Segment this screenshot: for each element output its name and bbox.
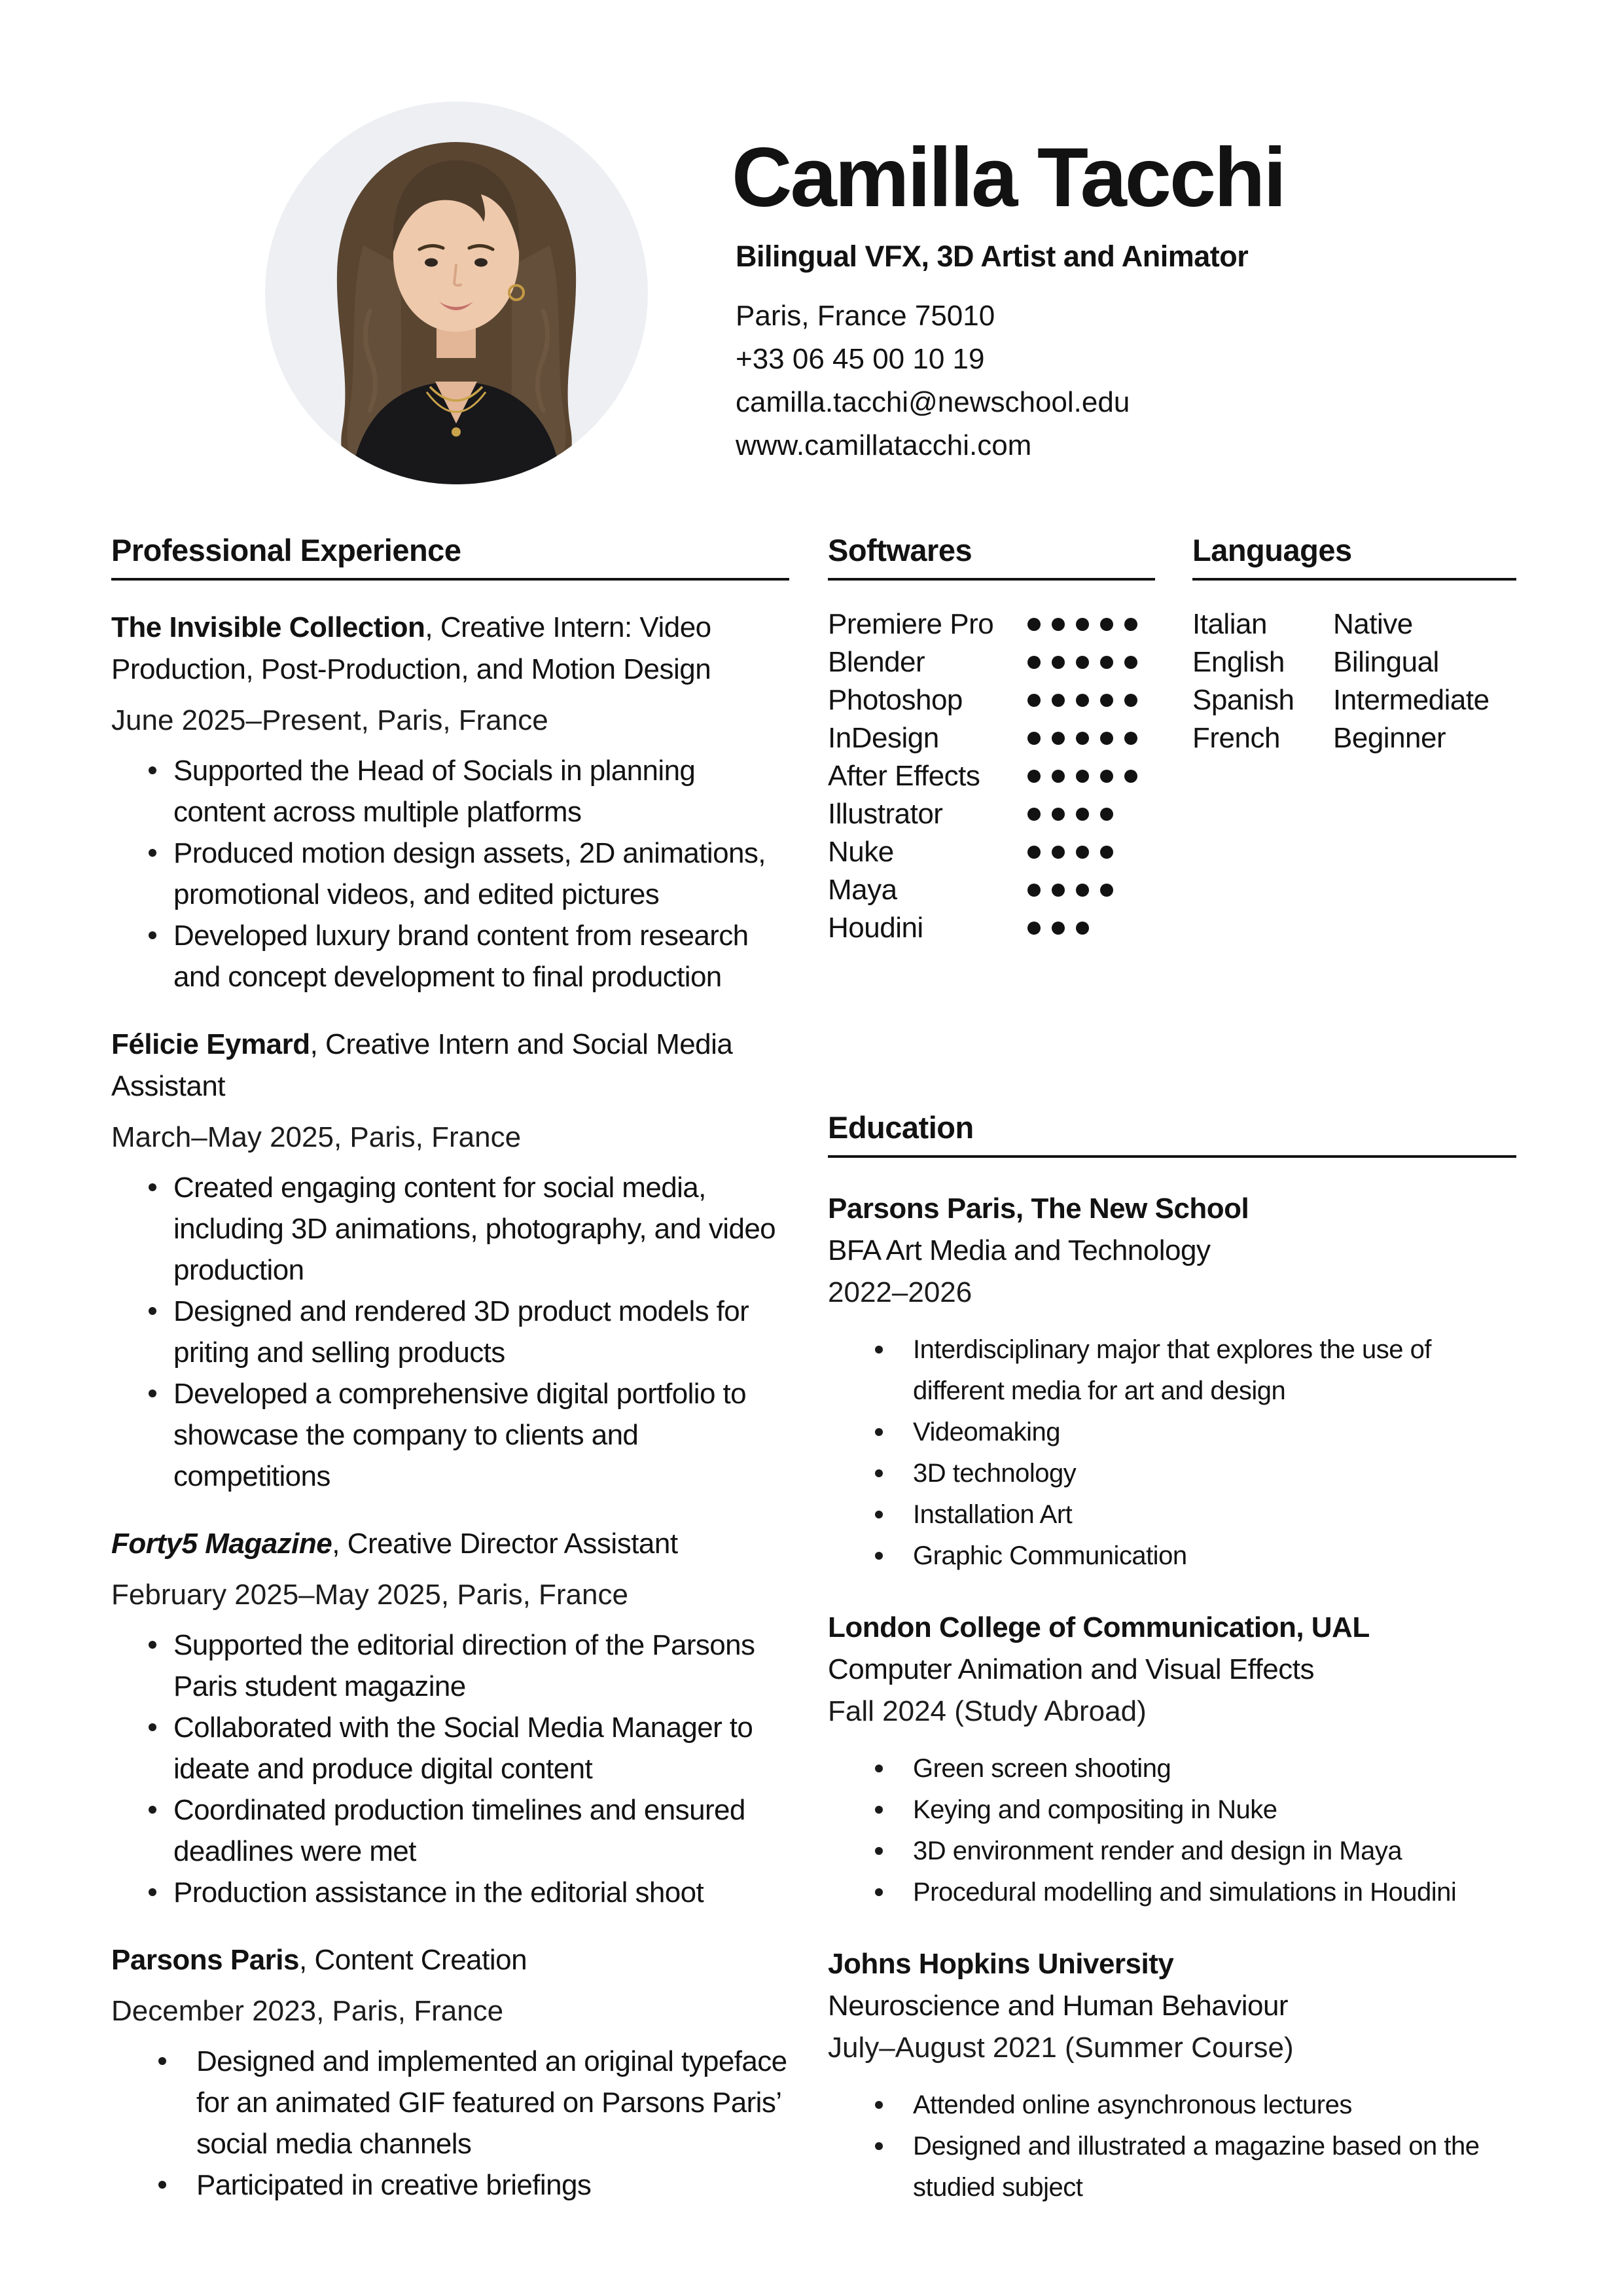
job-company: Parsons Paris — [111, 1944, 299, 1976]
software-name: After Effects — [828, 760, 980, 792]
school-date: Fall 2024 (Study Abroad) — [828, 1695, 1147, 1727]
language-row — [1192, 719, 1516, 757]
job-bullet: Supported the Head of Socials in planning content across multiple platforms — [111, 750, 789, 833]
software-name: Illustrator — [828, 798, 943, 830]
skill-dot — [1076, 884, 1089, 897]
school-date: 2022–2026 — [828, 1276, 972, 1308]
job-bullet-list — [111, 2041, 789, 2206]
school-program: Neuroscience and Human Behaviour — [828, 1990, 1289, 2022]
education-entry — [828, 1943, 1516, 2208]
skill-dot — [1027, 846, 1041, 859]
skill-dot — [1100, 808, 1113, 821]
language-row — [1192, 605, 1516, 643]
education-bullet: 3D technology — [828, 1453, 1516, 1494]
skill-dot — [1052, 808, 1065, 821]
job-title — [111, 1939, 789, 1981]
skill-dot — [1100, 846, 1113, 859]
job-bullet-list — [111, 750, 789, 997]
job-role: , Creative Director Assistant — [332, 1528, 678, 1560]
job-role: , Content Creation — [299, 1944, 527, 1976]
contact-website[interactable]: www.camillatacchi.com — [736, 429, 1032, 461]
school-program: Computer Animation and Visual Effects — [828, 1653, 1314, 1685]
school-name: London College of Communication, UAL — [828, 1611, 1370, 1643]
education-bullet-list — [828, 2085, 1516, 2208]
skill-dot — [1100, 694, 1113, 707]
skill-dots — [1027, 884, 1124, 897]
skill-dot — [1100, 618, 1113, 631]
skill-dots — [1027, 922, 1100, 935]
job-date: June 2025–Present, Paris, France — [111, 704, 548, 736]
experience-section — [111, 532, 789, 2206]
job-entry — [111, 1939, 789, 2206]
job-bullet: Supported the editorial direction of the Parsons Paris student magazine — [111, 1624, 789, 1707]
portrait-illustration — [265, 101, 648, 484]
job-bullet-list — [111, 1624, 789, 1913]
job-bullet: Collaborated with the Social Media Manager to ideate and produce digital content — [111, 1707, 789, 1789]
skill-dot — [1052, 922, 1065, 935]
software-row — [828, 643, 1155, 681]
skill-dot — [1027, 884, 1041, 897]
skill-dot — [1124, 694, 1137, 707]
software-name: Premiere Pro — [828, 608, 994, 640]
education-entry — [828, 1188, 1516, 1577]
job-date: February 2025–May 2025, Paris, France — [111, 1579, 628, 1611]
job-role: , Creative Intern: Video Production, Post-Production, and Motion Design — [111, 611, 711, 685]
skill-dot — [1027, 618, 1041, 631]
software-row — [828, 757, 1155, 795]
software-name: Photoshop — [828, 684, 963, 716]
skill-dot — [1076, 770, 1089, 783]
skill-dot — [1076, 618, 1089, 631]
software-name: Houdini — [828, 912, 923, 944]
job-company: Félicie Eymard — [111, 1028, 310, 1060]
school-program: BFA Art Media and Technology — [828, 1234, 1211, 1266]
languages-list — [1192, 605, 1516, 757]
skill-dot — [1052, 770, 1065, 783]
job-date: March–May 2025, Paris, France — [111, 1121, 522, 1153]
job-bullet-list — [111, 1167, 789, 1497]
skill-dots — [1027, 732, 1149, 745]
language-level: Native — [1333, 608, 1413, 640]
skill-dot — [1027, 732, 1041, 745]
languages-heading: Languages — [1192, 532, 1516, 581]
experience-heading: Professional Experience — [111, 532, 789, 581]
education-bullet: Keying and compositing in Nuke — [828, 1789, 1516, 1831]
skill-dot — [1027, 922, 1041, 935]
skill-dot — [1076, 732, 1089, 745]
education-bullet: Videomaking — [828, 1412, 1516, 1453]
softwares-section — [828, 532, 1155, 947]
skill-dots — [1027, 846, 1124, 859]
software-row — [828, 833, 1155, 871]
skill-dot — [1027, 808, 1041, 821]
skill-dot — [1076, 922, 1089, 935]
skill-dot — [1124, 770, 1137, 783]
skill-dot — [1100, 656, 1113, 669]
software-row — [828, 719, 1155, 757]
job-bullet: Production assistance in the editorial shoot — [111, 1872, 789, 1913]
skill-dots — [1027, 770, 1149, 783]
softwares-heading: Softwares — [828, 532, 1155, 581]
education-bullet: 3D environment render and design in Maya — [828, 1831, 1516, 1872]
education-bullet-list — [828, 1329, 1516, 1577]
job-company: The Invisible Collection — [111, 611, 425, 643]
skill-dot — [1076, 846, 1089, 859]
skill-dot — [1027, 694, 1041, 707]
person-name: Camilla Tacchi — [732, 131, 1285, 224]
education-bullet: Designed and illustrated a magazine based on the studied subject — [828, 2126, 1516, 2208]
contact-block — [736, 295, 1130, 467]
software-name: InDesign — [828, 722, 939, 754]
school-name: Parsons Paris, The New School — [828, 1193, 1249, 1225]
language-name: Italian — [1192, 608, 1267, 640]
skill-dot — [1124, 732, 1137, 745]
job-bullet: Designed and implemented an original typeface for an animated GIF featured on Parsons Paris’ social media channels — [111, 2041, 789, 2164]
skill-dot — [1052, 694, 1065, 707]
job-bullet: Coordinated production timelines and ensured deadlines were met — [111, 1789, 789, 1872]
education-entry — [828, 1607, 1516, 1913]
education-bullet-list — [828, 1748, 1516, 1913]
skill-dot — [1052, 732, 1065, 745]
job-title — [111, 1024, 789, 1107]
skill-dot — [1076, 808, 1089, 821]
software-name: Maya — [828, 874, 897, 906]
language-level: Intermediate — [1333, 684, 1489, 716]
job-bullet: Developed luxury brand content from research and concept development to final production — [111, 915, 789, 997]
software-row — [828, 795, 1155, 833]
skill-dot — [1076, 656, 1089, 669]
skill-dots — [1027, 808, 1124, 821]
skill-dots — [1027, 656, 1149, 669]
job-bullet: Created engaging content for social media, including 3D animations, photography, and video production — [111, 1167, 789, 1291]
job-title — [111, 607, 789, 691]
skill-dot — [1027, 770, 1041, 783]
education-bullet: Installation Art — [828, 1494, 1516, 1535]
contact-email[interactable]: camilla.tacchi@newschool.edu — [736, 386, 1130, 418]
education-bullet: Procedural modelling and simulations in Houdini — [828, 1872, 1516, 1913]
school-date: July–August 2021 (Summer Course) — [828, 2032, 1294, 2064]
language-level: Bilingual — [1333, 646, 1439, 678]
language-level: Beginner — [1333, 722, 1446, 754]
education-section — [828, 1109, 1516, 2208]
job-bullet: Produced motion design assets, 2D animations, promotional videos, and edited pictures — [111, 833, 789, 915]
language-name: Spanish — [1192, 684, 1294, 716]
job-entry — [111, 1523, 789, 1913]
job-entry — [111, 607, 789, 997]
education-heading: Education — [828, 1109, 1516, 1158]
language-row — [1192, 681, 1516, 719]
skill-dot — [1052, 618, 1065, 631]
job-company: Forty5 Magazine — [111, 1528, 332, 1560]
software-row — [828, 909, 1155, 947]
skill-dot — [1027, 656, 1041, 669]
skill-dot — [1052, 846, 1065, 859]
language-name: English — [1192, 646, 1285, 678]
education-bullet: Graphic Communication — [828, 1535, 1516, 1577]
education-bullet: Green screen shooting — [828, 1748, 1516, 1789]
skill-dot — [1124, 618, 1137, 631]
education-bullet: Interdisciplinary major that explores the use of different media for art and design — [828, 1329, 1516, 1412]
software-name: Nuke — [828, 836, 894, 868]
skill-dots — [1027, 618, 1149, 631]
job-date: December 2023, Paris, France — [111, 1995, 504, 2027]
skill-dot — [1076, 694, 1089, 707]
job-role: , Creative Intern and Social Media Assistant — [111, 1028, 733, 1102]
person-title: Bilingual VFX, 3D Artist and Animator — [736, 240, 1249, 273]
language-row — [1192, 643, 1516, 681]
job-bullet: Participated in creative briefings — [111, 2164, 789, 2206]
languages-section — [1192, 532, 1516, 757]
skill-dot — [1100, 770, 1113, 783]
skill-dot — [1052, 884, 1065, 897]
education-bullet: Attended online asynchronous lectures — [828, 2085, 1516, 2126]
software-row — [828, 871, 1155, 909]
job-bullet: Developed a comprehensive digital portfolio to showcase the company to clients and competitions — [111, 1373, 789, 1497]
skill-dot — [1052, 656, 1065, 669]
job-entry — [111, 1024, 789, 1497]
skill-dots — [1027, 694, 1149, 707]
software-name: Blender — [828, 646, 925, 678]
school-name: Johns Hopkins University — [828, 1948, 1174, 1980]
skill-dot — [1100, 884, 1113, 897]
software-row — [828, 681, 1155, 719]
profile-photo — [265, 101, 648, 484]
skill-dot — [1100, 732, 1113, 745]
job-title — [111, 1523, 789, 1565]
softwares-list — [828, 605, 1155, 947]
language-name: French — [1192, 722, 1280, 754]
contact-phone: +33 06 45 00 10 19 — [736, 343, 985, 375]
job-bullet: Designed and rendered 3D product models for priting and selling products — [111, 1291, 789, 1373]
software-row — [828, 605, 1155, 643]
skill-dot — [1124, 656, 1137, 669]
contact-location: Paris, France 75010 — [736, 300, 995, 332]
